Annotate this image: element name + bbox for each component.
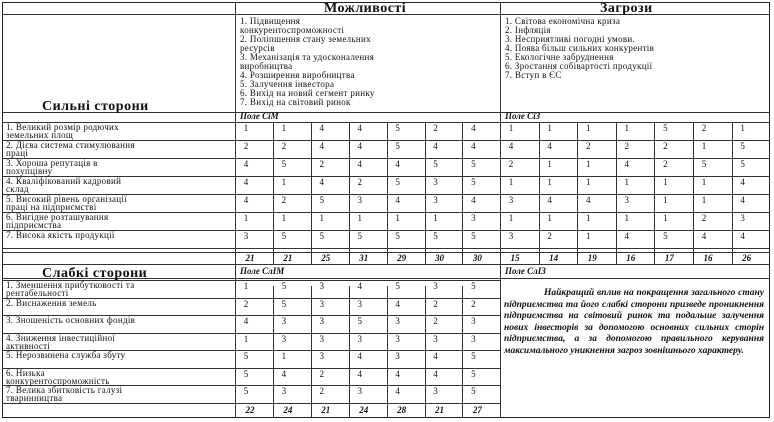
strength-item: 2. Дієва система стимулювання: [6, 140, 135, 150]
wo-score: 3: [357, 333, 362, 344]
opportunity-item: 5. Залучення інвестора: [240, 79, 335, 89]
wo-score: 3: [281, 333, 287, 344]
st-score: 2: [508, 159, 514, 169]
st-score: 4: [624, 159, 630, 169]
wo-score: 5: [395, 281, 400, 291]
so-score: 4: [357, 141, 362, 151]
wo-score: 3: [433, 386, 438, 396]
strength-item-cont: склад: [6, 184, 29, 194]
so-score: 1: [243, 213, 249, 223]
wt-conclusion-text: Найкращий вплив на покращення загального стану підприємства та його слабкі сторони призведе проникнення підприємства на світовий ринок та подальше залучення нових інвесторів за допомогою основних сильних сторін підприємства, а за допомогою правильного керування максимального уникнення загроз зовнішнього характеру.: [504, 288, 764, 356]
opportunity-item: ресурсів: [240, 43, 275, 53]
st-score: 1: [740, 123, 745, 133]
strength-item: 4. Кваліфікований кадровий: [6, 176, 122, 186]
opportunity-item: 3. Механізація та удосконалення: [240, 52, 375, 62]
st-score: 5: [701, 159, 707, 169]
grid-line: [2, 264, 770, 265]
st-score: 4: [701, 231, 707, 241]
opportunity-item: конкурентоспроможності: [240, 25, 345, 35]
so-score: 2: [243, 141, 249, 151]
so-score: 2: [357, 177, 362, 187]
st-score: 3: [624, 195, 630, 205]
so-score: 4: [357, 159, 362, 169]
so-total: 21: [245, 253, 255, 263]
st-score: 1: [663, 177, 668, 187]
grid-line: [387, 286, 388, 418]
st-total: 16: [626, 253, 636, 263]
grid-line: [235, 2, 236, 418]
field-st-label: Поле СіЗ: [505, 111, 541, 121]
grid-line: [732, 122, 733, 264]
so-score: 5: [319, 231, 325, 241]
opportunities-title: Можливості: [324, 1, 407, 16]
wo-score: 3: [319, 281, 325, 291]
st-score: 1: [701, 195, 707, 205]
so-score: 1: [281, 177, 287, 187]
st-score: 1: [663, 195, 668, 205]
threat-item: 6. Зростання собівартості продукції: [505, 61, 653, 71]
wo-score: 5: [471, 386, 476, 396]
wo-score: 5: [471, 351, 476, 361]
wo-score: 4: [281, 368, 287, 379]
threat-item: 1. Світова економічна криза: [505, 16, 621, 26]
st-score: 4: [547, 195, 552, 205]
st-score: 1: [585, 213, 591, 223]
st-score: 1: [624, 123, 630, 133]
st-score: 5: [740, 159, 745, 169]
st-score: 4: [740, 195, 745, 205]
so-score: 2: [281, 195, 287, 205]
wo-score: 3: [357, 386, 362, 396]
strength-item: 6. Вигідне розташування: [6, 212, 109, 222]
so-score: 4: [433, 141, 438, 151]
st-score: 1: [508, 213, 514, 223]
wo-score: 2: [433, 316, 438, 326]
grid-line: [500, 2, 501, 418]
wo-score: 3: [395, 351, 400, 361]
strength-item: 3. Хороша репутація в: [6, 158, 98, 168]
wo-score: 1: [243, 333, 249, 344]
so-score: 1: [357, 213, 362, 223]
so-score: 5: [395, 231, 400, 241]
so-score: 1: [319, 213, 325, 223]
so-score: 3: [433, 177, 438, 187]
st-score: 1: [701, 177, 707, 187]
grid-line: [349, 122, 350, 264]
strength-item-cont: похупцівну: [6, 166, 53, 176]
st-score: 2: [701, 123, 707, 133]
st-score: 1: [508, 177, 514, 187]
so-score: 3: [433, 195, 438, 205]
so-score: 4: [243, 177, 249, 187]
st-total: 26: [742, 253, 752, 263]
strength-item-cont: земельних площ: [6, 130, 74, 140]
grid-line: [539, 122, 540, 264]
so-total: 30: [472, 253, 482, 263]
so-score: 4: [395, 159, 400, 169]
so-score: 2: [433, 123, 438, 133]
wo-score: 5: [243, 351, 249, 361]
grid-line: [462, 286, 463, 418]
wo-total: 24: [283, 405, 293, 415]
st-score: 1: [663, 213, 668, 223]
so-score: 3: [471, 213, 476, 223]
grid-line: [654, 122, 655, 264]
grid-line: [2, 403, 500, 404]
so-score: 1: [281, 213, 287, 223]
so-score: 5: [319, 195, 325, 205]
st-score: 3: [740, 213, 745, 223]
strength-item: 7. Висока якість продукції: [6, 230, 115, 240]
grid-line: [425, 286, 426, 418]
wo-score: 4: [395, 386, 400, 396]
wo-score: 3: [319, 316, 325, 326]
grid-line: [273, 122, 274, 264]
threat-item: 2. Інфляція: [505, 25, 551, 35]
opportunity-item: виробництва: [240, 61, 293, 71]
strength-item: 5. Високий рівень організації: [6, 194, 128, 204]
so-score: 1: [395, 213, 400, 223]
wo-score: 4: [357, 281, 362, 291]
wo-score: 3: [319, 333, 325, 344]
weakness-item: 5. Нерозвинена служба збуту: [6, 350, 126, 360]
wo-score: 3: [395, 333, 400, 344]
st-total: 19: [587, 253, 597, 263]
st-score: 4: [585, 195, 591, 205]
grid-line: [462, 122, 463, 264]
st-score: 2: [547, 231, 552, 241]
weakness-item: 1. Зменшення прибутковості та: [6, 280, 135, 290]
so-score: 5: [395, 177, 400, 187]
so-score: 5: [395, 141, 400, 151]
wo-score: 3: [319, 351, 325, 361]
st-score: 5: [663, 231, 668, 241]
so-score: 2: [281, 141, 287, 151]
grid-line: [577, 122, 578, 264]
st-score: 4: [740, 231, 745, 241]
weakness-item: 4. Зниження інвестиційної: [6, 332, 116, 343]
st-total: 17: [664, 253, 674, 263]
wo-score: 2: [471, 298, 476, 309]
wo-score: 3: [471, 333, 476, 344]
st-score: 2: [701, 213, 707, 223]
field-wt-label: Поле СлІЗ: [505, 266, 546, 276]
wo-score: 5: [471, 368, 476, 379]
so-score: 5: [471, 159, 476, 169]
st-score: 1: [547, 213, 552, 223]
st-score: 4: [740, 177, 745, 187]
opportunity-item: 4. Розширення виробництва: [240, 70, 355, 80]
threats-title: Загрози: [600, 1, 653, 16]
so-score: 3: [357, 195, 362, 205]
so-total: 31: [359, 253, 369, 263]
swot-matrix: [2, 2, 770, 418]
so-score: 5: [357, 231, 362, 241]
so-score: 4: [319, 141, 325, 151]
so-score: 4: [319, 177, 325, 187]
st-score: 5: [663, 123, 668, 133]
strength-item-cont: підприємства: [6, 220, 62, 230]
st-score: 1: [547, 177, 552, 187]
grid-line: [2, 368, 500, 369]
wo-score: 5: [357, 316, 362, 326]
threat-item: 3. Несприятливі погодні умови.: [505, 34, 636, 44]
wo-score: 5: [281, 281, 287, 291]
st-total: 16: [703, 253, 713, 263]
wo-score: 1: [243, 281, 249, 291]
weaknesses-title: Слабкі сторони: [42, 266, 148, 281]
so-total: 25: [321, 253, 331, 263]
wo-total: 21: [435, 405, 444, 415]
threat-item: 5. Екологічне забруднення: [505, 52, 614, 62]
so-score: 4: [471, 141, 476, 151]
strength-item-cont: праці на підприємстві: [6, 202, 97, 212]
wo-total: 21: [321, 405, 331, 415]
wo-score: 1: [281, 351, 287, 361]
grid-line: [311, 122, 312, 264]
wo-score: 3: [281, 386, 287, 396]
so-score: 5: [433, 159, 438, 169]
so-score: 4: [243, 159, 249, 169]
so-total: 21: [283, 253, 293, 263]
strength-item: 1. Великий розмір родючих: [6, 122, 119, 132]
so-score: 5: [281, 231, 287, 241]
wo-total: 28: [397, 405, 407, 415]
wo-score: 4: [357, 368, 362, 379]
so-score: 5: [471, 177, 476, 187]
grid-line: [425, 122, 426, 264]
so-score: 5: [471, 231, 476, 241]
st-score: 2: [663, 159, 668, 169]
so-score: 4: [471, 195, 476, 205]
st-score: 4: [547, 141, 552, 151]
weakness-item: 3. Зношеність основних фондів: [6, 315, 136, 325]
so-score: 4: [243, 195, 249, 205]
wo-score: 3: [395, 316, 400, 326]
so-score: 5: [433, 231, 438, 241]
wo-score: 2: [433, 298, 438, 309]
grid-line: [349, 286, 350, 418]
so-score: 3: [243, 231, 249, 241]
st-score: 2: [624, 141, 630, 151]
wo-score: 4: [395, 368, 400, 379]
wo-score: 3: [471, 316, 476, 326]
wo-score: 5: [243, 368, 249, 379]
weakness-item-cont: тваринництва: [6, 393, 63, 403]
so-score: 4: [471, 123, 476, 133]
opportunity-item: 7. Вихід на світовий ринок: [240, 97, 351, 107]
wo-score: 4: [243, 316, 249, 326]
wo-total: 22: [245, 405, 255, 415]
wo-score: 3: [433, 281, 438, 291]
wo-score: 2: [243, 298, 249, 309]
wo-score: 3: [357, 298, 362, 309]
weakness-item: 7. Велика збитковість галузі: [6, 385, 123, 395]
wo-score: 2: [319, 368, 325, 379]
wo-score: 5: [281, 298, 287, 309]
field-wo-label: Поле СлІМ: [240, 266, 285, 276]
wo-score: 4: [357, 351, 362, 361]
st-score: 1: [585, 159, 591, 169]
so-score: 1: [433, 213, 438, 223]
wo-score: 2: [319, 386, 325, 396]
opportunity-item: 1. Підвищення: [240, 16, 301, 26]
st-total: 14: [549, 253, 559, 263]
grid-line: [273, 286, 274, 418]
wo-score: 4: [395, 298, 400, 309]
st-score: 1: [547, 123, 552, 133]
so-score: 2: [319, 159, 325, 169]
wo-score: 3: [281, 316, 287, 326]
wo-score: 5: [471, 281, 476, 291]
weakness-item: 2. Виснаження земель: [6, 297, 97, 308]
st-score: 1: [547, 159, 552, 169]
wo-score: 4: [433, 368, 438, 379]
st-score: 3: [508, 195, 514, 205]
opportunity-item: 2. Поліпшення стану земельних: [240, 34, 371, 44]
so-total: 29: [397, 253, 407, 263]
so-score: 5: [395, 123, 400, 133]
st-score: 1: [624, 177, 630, 187]
wo-score: 3: [433, 333, 438, 344]
st-score: 3: [508, 231, 514, 241]
wo-total: 24: [359, 405, 369, 415]
st-score: 1: [585, 123, 591, 133]
field-so-label: Поле СіМ: [240, 111, 279, 121]
so-score: 1: [243, 123, 249, 133]
weakness-item-cont: рентабельності: [6, 288, 69, 298]
st-score: 5: [740, 141, 745, 151]
so-score: 4: [357, 123, 362, 133]
st-score: 1: [585, 231, 591, 241]
wo-score: 3: [319, 298, 325, 309]
so-score: 5: [281, 159, 287, 169]
threat-item: 4. Поява більш сильних конкурентів: [505, 43, 655, 53]
wo-score: 5: [243, 386, 249, 396]
st-score: 4: [624, 231, 630, 241]
st-total: 15: [510, 253, 520, 263]
weakness-item: 6. Низька: [6, 367, 45, 378]
opportunity-item: 6. Вихід на новий сегмент ринку: [240, 88, 375, 98]
weakness-item-cont: активності: [6, 340, 51, 351]
weakness-item-cont: конкурентоспроможність: [6, 375, 110, 386]
st-score: 1: [624, 213, 630, 223]
st-score: 2: [585, 141, 591, 151]
wo-score: 4: [433, 351, 438, 361]
so-total: 30: [435, 253, 444, 263]
st-score: 1: [585, 177, 591, 187]
wo-total: 27: [472, 405, 482, 415]
grid-line: [616, 122, 617, 264]
st-score: 2: [663, 141, 668, 151]
threat-item: 7. Вступ в ЄС: [505, 70, 562, 80]
so-score: 1: [281, 123, 287, 133]
so-score: 4: [395, 195, 400, 205]
st-score: 1: [508, 123, 514, 133]
st-score: 1: [701, 141, 707, 151]
grid-line: [311, 286, 312, 418]
st-score: 4: [508, 141, 514, 151]
grid-line: [387, 122, 388, 264]
strength-item-cont: праці: [6, 148, 29, 158]
so-score: 4: [319, 123, 325, 133]
strengths-title: Сильні сторони: [42, 99, 149, 114]
grid-line: [693, 122, 694, 264]
